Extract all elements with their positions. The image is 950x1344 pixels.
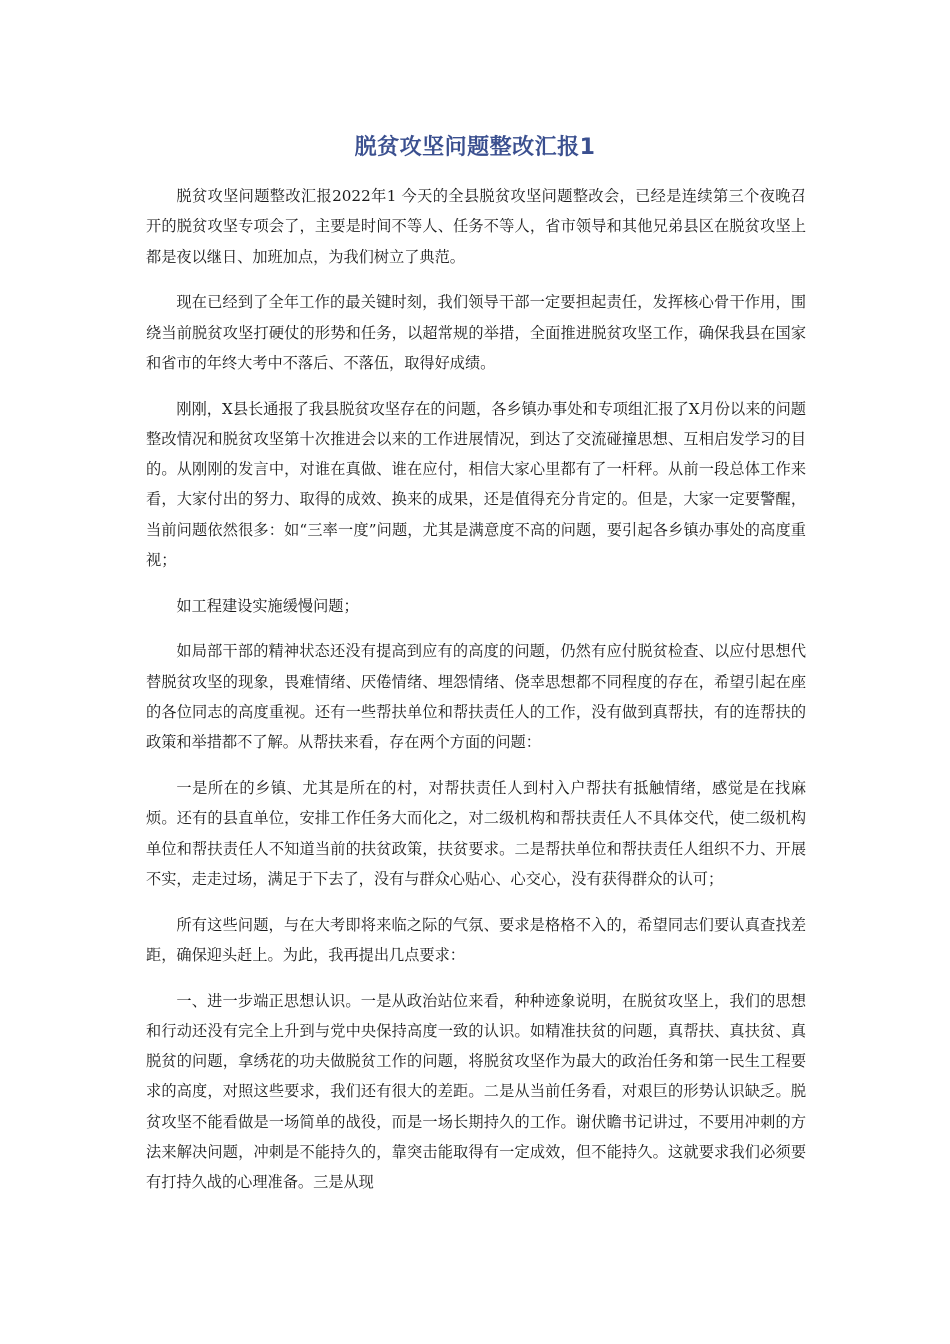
paragraph: 如局部干部的精神状态还没有提高到应有的高度的问题，仍然有应付脱贫检查、以应付思想代替脱贫攻坚的现象，畏难情绪、厌倦情绪、埋怨情绪、侥幸思想都不同程度的存在，希望引起在座的各位同志的高度重视。还有一些帮扶单位和帮扶责任人的工作，没有做到真帮扶，有的连帮扶的政策和举措都不了解。从帮扶来看，存在两个方面的问题： (146, 642, 806, 752)
document-title: 脱贫攻坚问题整改汇报1 (354, 135, 596, 160)
paragraph: 一、进一步端正思想认识。一是从政治站位来看，种种迹象说明，在脱贫攻坚上，我们的思想和行动还没有完全上升到与党中央保持高度一致的认识。如精准扶贫的问题，真帮扶、真扶贫、真脱贫的问题，拿绣花的功夫做脱贫工作的问题，将脱贫攻坚作为最大的政治任务和第一民生工程要求的高度，对照这些要求，我们还有很大的差距。二是从当前任务看，对艰巨的形势认识缺乏。脱贫攻坚不能看做是一场简单的战役，而是一场长期持久的工作。谢伏瞻书记讲过，不要用冲刺的方法来解决问题，冲刺是不能持久的，靠突击能取得有一定成效，但不能持久。这就要求我们必须要有打持久战的心理准备。三是从现 (146, 991, 806, 1192)
paragraph: 如工程建设实施缓慢问题； (176, 596, 359, 615)
paragraph: 脱贫攻坚问题整改汇报2022年1 今天的全县脱贫攻坚问题整改会，已经是连续第三个夜晚召开的脱贫攻坚专项会了，主要是时间不等人、任务不等人，省市领导和其他兄弟县区在脱贫攻坚上都是夜以继日、加班加点，为我们树立了典范。 (146, 187, 806, 266)
paragraph: 所有这些问题，与在大考即将来临之际的气氛、要求是格格不入的，希望同志们要认真查找差距，确保迎头赶上。为此，我再提出几点要求： (146, 915, 806, 964)
document-body (146, 181, 806, 1213)
paragraph: 一是所在的乡镇、尤其是所在的村，对帮扶责任人到村入户帮扶有抵触情绪，感觉是在找麻烦。还有的县直单位，安排工作任务大而化之，对二级机构和帮扶责任人不具体交代，使二级机构单位和帮扶责任人不知道当前的扶贫政策，扶贫要求。二是帮扶单位和帮扶责任人组织不力、开展不实，走走过场，满足于下去了，没有与群众心贴心、心交心，没有获得群众的认可； (146, 779, 806, 888)
paragraph: 现在已经到了全年工作的最关键时刻，我们领导干部一定要担起责任，发挥核心骨干作用，围绕当前脱贫攻坚打硬仗的形势和任务，以超常规的举措，全面推进脱贫攻坚工作，确保我县在国家和省市的年终大考中不落后、不落伍，取得好成绩。 (146, 293, 806, 372)
paragraph: 刚刚，X县长通报了我县脱贫攻坚存在的问题，各乡镇办事处和专项组汇报了X月份以来的问题整改情况和脱贫攻坚第十次推进会以来的工作进展情况，到达了交流碰撞思想、互相启发学习的目的。从刚刚的发言中，对谁在真做、谁在应付，相信大家心里都有了一杆秤。从前一段总体工作来看，大家付出的努力、取得的成效、换来的成果，还是值得充分肯定的。但是，大家一定要警醒，当前问题依然很多：如“三率一度”问题，尤其是满意度不高的问题，要引起各乡镇办事处的高度重视； (146, 399, 806, 570)
